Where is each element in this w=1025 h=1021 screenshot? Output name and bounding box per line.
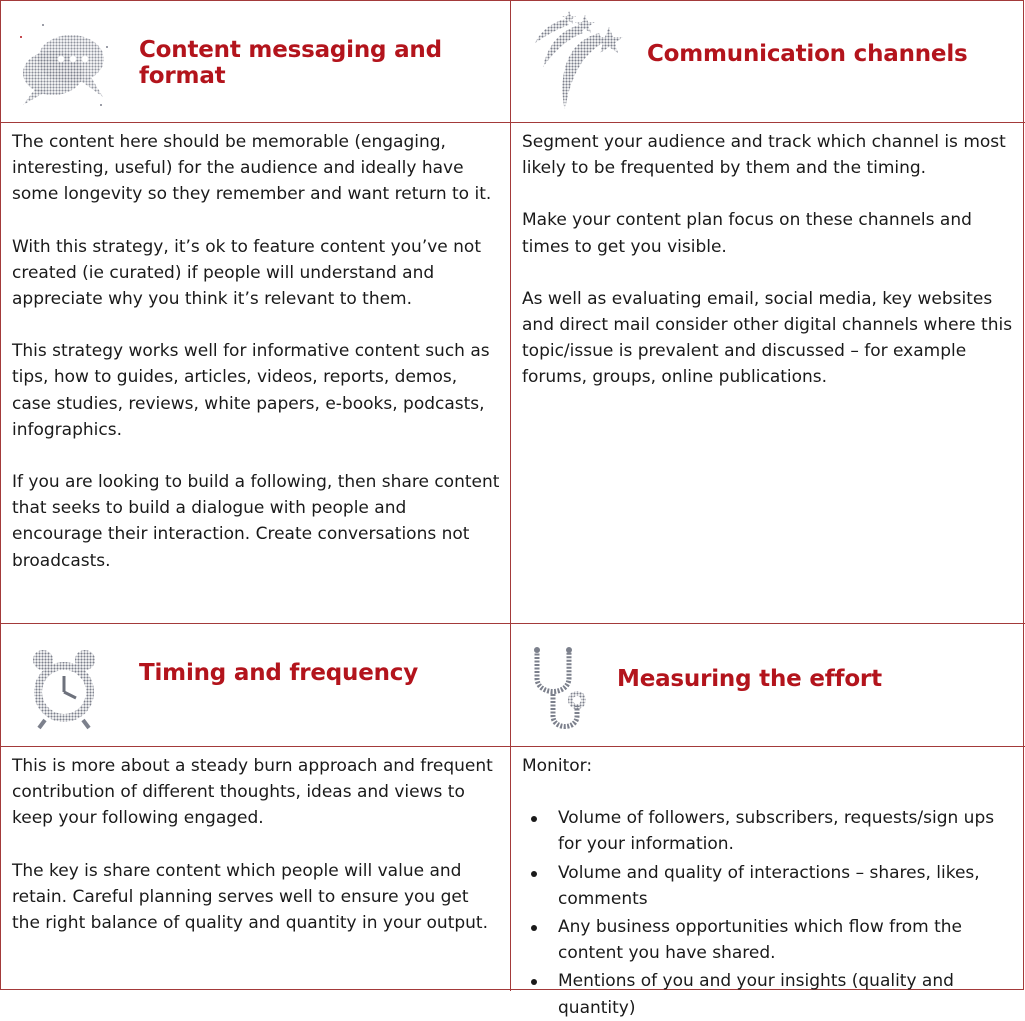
bullet-icon [531, 871, 537, 877]
stethoscope-icon [525, 644, 605, 740]
paragraph: Make your content plan focus on these channels and times to get you visible. [522, 210, 972, 257]
paragraph: With this strategy, it’s ok to feature content you’ve not created (ie curated) if people will understand and appreciate why you think it’s relevant to them. [12, 236, 481, 310]
paragraph: The content here should be memorable (engaging, interesting, useful) for the audience and ideally have some longevity so they remember and want return to it. [12, 132, 492, 205]
list-item [522, 914, 1015, 966]
bullet-icon [531, 979, 537, 985]
monitor-label: Monitor: [522, 756, 593, 776]
list-item [522, 860, 1015, 912]
list-item-text: Volume and quality of interactions – shares, likes, comments [558, 862, 980, 909]
measuring-effort-header [511, 624, 1025, 747]
content-messaging-body [1, 123, 511, 624]
measuring-effort-body [511, 747, 1025, 1018]
list-item-text: Mentions of you and your insights (quality and quantity) [558, 971, 954, 1018]
measuring-effort-title: Measuring the effort [617, 666, 882, 692]
list-item-text: Volume of followers, subscribers, requests/sign ups for your information. [558, 808, 995, 855]
paragraph: If you are looking to build a following, then share content that seeks to build a dialogue with people and encourage their interaction. Create conversations not broadcasts. [12, 472, 500, 571]
paragraph: This strategy works well for informative content such as tips, how to guides, articles, videos, reports, demos, case studies, reviews, white papers, e-books, podcasts, infographics. [12, 341, 490, 440]
timing-frequency-header [1, 624, 511, 747]
speech-bubbles-icon [13, 17, 111, 111]
list-item [522, 805, 1015, 857]
paragraph: The key is share content which people will value and retain. Careful planning serves well to ensure you get the right balance of quality and quantity in your output. [12, 860, 488, 934]
paragraph: Segment your audience and track which channel is most likely to be frequented by them and the timing. [522, 132, 1006, 179]
bullet-icon [531, 816, 537, 822]
list-item-text: Any business opportunities which flow from the content you have shared. [558, 917, 962, 964]
communication-channels-title: Communication channels [647, 41, 968, 67]
content-messaging-title: Content messaging and format [139, 37, 442, 89]
timing-frequency-body [1, 747, 511, 991]
timing-frequency-title: Timing and frequency [139, 660, 419, 686]
alarm-clock-icon [23, 646, 107, 730]
communication-channels-body [511, 123, 1025, 624]
bullet-icon [531, 925, 537, 931]
paragraph: This is more about a steady burn approach and frequent contribution of different thoughts, ideas and views to keep your following engaged. [12, 756, 493, 829]
list-item [522, 968, 1015, 1020]
content-messaging-header [1, 1, 511, 123]
paragraph: As well as evaluating email, social media, key websites and direct mail consider other digital channels where this topic/issue is prevalent and discussed – for example forums, groups, online publications. [522, 288, 1013, 388]
monitor-list [522, 805, 1015, 1021]
communication-channels-header [511, 1, 1025, 123]
shooting-stars-icon [529, 11, 629, 117]
